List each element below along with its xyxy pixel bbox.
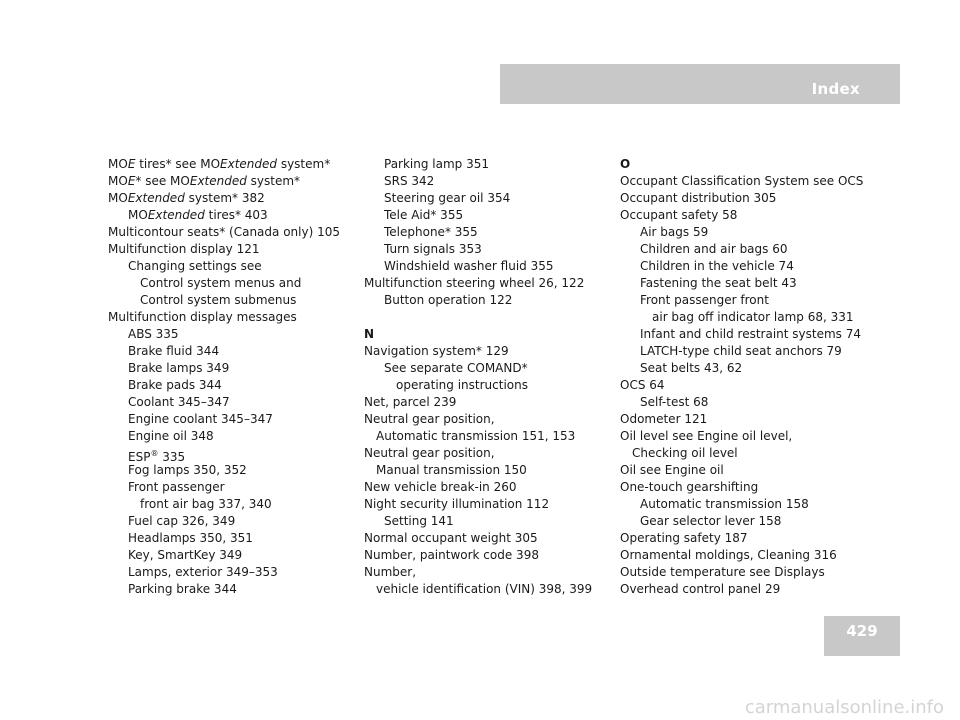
index-subentry [108,258,358,275]
entry-text: Brake fluid 344 [128,344,220,358]
index-subentry [108,445,358,462]
index-entry [364,343,614,360]
index-column-2 [364,156,614,598]
index-subentry [364,241,614,258]
entry-text: Engine oil 348 [128,429,214,443]
entry-text: Changing settings see [128,259,262,273]
section-title: Index [811,80,860,98]
entry-text: Automatic transmission 151, 153 [376,429,576,443]
entry-text: Engine coolant 345–347 [128,412,273,426]
index-entry [364,547,614,564]
entry-text: Fog lamps 350, 352 [128,463,247,477]
index-entry [620,411,880,428]
index-subentry [364,360,614,377]
index-subentry [364,156,614,173]
entry-text: system* [277,157,331,171]
index-entry [364,445,614,462]
entry-text: system* 382 [184,191,265,205]
index-subentry [364,513,614,530]
entry-text: Gear selector lever 158 [640,514,782,528]
entry-text: E [127,174,136,188]
entry-text: 335 [158,450,186,464]
entry-text: Odometer 121 [620,412,708,426]
index-subentry [620,513,880,530]
index-subentry [620,292,880,309]
entry-text: MO [108,157,128,171]
entry-text: Lamps, exterior 349–353 [128,565,278,579]
entry-text: Outside temperature see Displays [620,565,825,579]
index-subentry [620,394,880,411]
index-subentry [364,462,614,479]
index-entry [620,547,880,564]
index-subentry [620,343,880,360]
entry-text: Neutral gear position, [364,446,495,460]
entry-text: Coolant 345–347 [128,395,230,409]
entry-text: Neutral gear position, [364,412,495,426]
entry-text: Steering gear oil 354 [384,191,511,205]
entry-text: Setting 141 [384,514,454,528]
entry-text: Multifunction steering wheel 26, 122 [364,276,585,290]
index-subentry [620,241,880,258]
index-entry [108,241,358,258]
entry-text: Tele Aid* 355 [384,208,464,222]
entry-text: Normal occupant weight 305 [364,531,538,545]
watermark: carmanualsonline.info [744,697,944,718]
index-entry [620,173,880,190]
entry-text: One-touch gearshifting [620,480,759,494]
entry-text: Occupant Classification System see OCS [620,174,864,188]
index-subentry [108,343,358,360]
entry-text: MO [108,191,128,205]
index-subentry [620,258,880,275]
index-subentry [364,190,614,207]
entry-text: SRS 342 [384,174,435,188]
index-subentry [108,513,358,530]
entry-text: vehicle identification (VIN) 398, 399 [376,582,593,596]
page-number: 429 [846,622,878,640]
entry-text: Oil level see Engine oil level, [620,429,793,443]
entry-text: Children in the vehicle 74 [640,259,794,273]
entry-text: Parking brake 344 [128,582,237,596]
entry-text: New vehicle break-in 260 [364,480,517,494]
index-column-1 [108,156,358,598]
entry-text: Checking oil level [632,446,738,460]
index-subentry [108,462,358,479]
index-entry [108,309,358,326]
entry-text: LATCH-type child seat anchors 79 [640,344,842,358]
index-subentry [620,224,880,241]
entry-text: Extended [189,174,247,188]
entry-text: Children and air bags 60 [640,242,788,256]
index-entry [364,530,614,547]
index-entry [108,156,358,173]
entry-text: Operating safety 187 [620,531,748,545]
entry-text: Number, [364,565,417,579]
entry-text: Button operation 122 [384,293,513,307]
index-entry [364,479,614,496]
entry-text: Control system submenus [140,293,297,307]
entry-text: N [364,327,375,341]
entry-text: Manual transmission 150 [376,463,527,477]
entry-text: Multifunction display 121 [108,242,260,256]
index-subentry [108,275,358,292]
entry-text: Infant and child restraint systems 74 [640,327,862,341]
entry-text: Seat belts 43, 62 [640,361,743,375]
entry-text: Turn signals 353 [384,242,482,256]
entry-text: MO [128,208,148,222]
entry-text: MO [108,174,128,188]
entry-text: Parking lamp 351 [384,157,490,171]
index-subentry [364,173,614,190]
index-subentry [108,428,358,445]
header-bar [500,64,900,104]
entry-text: ABS 335 [128,327,179,341]
index-entry [620,479,880,496]
index-subentry [108,581,358,598]
section-gap [364,309,614,326]
index-entry [620,207,880,224]
entry-text: Fastening the seat belt 43 [640,276,797,290]
index-subentry [620,445,880,462]
entry-text: Extended [220,157,278,171]
entry-text: Extended [127,191,185,205]
entry-text: Self-test 68 [640,395,709,409]
entry-text: system* [246,174,301,188]
index-subentry [364,258,614,275]
entry-text: Key, SmartKey 349 [128,548,243,562]
entry-text: See separate COMAND* [384,361,528,375]
index-entry [620,428,880,445]
index-subentry [620,309,880,326]
index-subentry [364,581,614,598]
index-subentry [108,326,358,343]
index-subentry [620,496,880,513]
index-subentry [108,411,358,428]
entry-text: ESP [128,450,151,464]
entry-text: tires* 403 [204,208,268,222]
index-subentry [108,360,358,377]
entry-text: Multifunction display messages [108,310,297,324]
index-entry [364,394,614,411]
entry-text: Front passenger [128,480,225,494]
entry-text: Headlamps 350, 351 [128,531,253,545]
index-subentry [364,292,614,309]
entry-text: tires* see MO [135,157,221,171]
index-entry [108,173,358,190]
index-subentry [108,292,358,309]
index-subentry [108,394,358,411]
index-subentry [108,530,358,547]
index-subentry [364,377,614,394]
page-number-box [824,616,900,656]
index-entry [108,224,358,241]
entry-text: air bag off indicator lamp 68, 331 [652,310,854,324]
entry-text: Brake pads 344 [128,378,222,392]
entry-text: Extended [147,208,205,222]
entry-text: front air bag 337, 340 [140,497,272,511]
entry-text: operating instructions [396,378,528,392]
entry-text: ® [150,449,159,458]
index-entry [620,190,880,207]
index-column-3 [620,156,880,598]
entry-text: Night security illumination 112 [364,497,550,511]
index-entry [364,411,614,428]
index-entry [620,564,880,581]
index-subentry [108,207,358,224]
entry-text: E [127,157,136,171]
entry-text: Ornamental moldings, Cleaning 316 [620,548,837,562]
index-subentry [364,207,614,224]
index-subentry [108,547,358,564]
index-entry [620,581,880,598]
entry-text: Control system menus and [140,276,302,290]
entry-text: Windshield washer fluid 355 [384,259,554,273]
entry-text: Number, paintwork code 398 [364,548,539,562]
entry-text: O [620,157,631,171]
index-entry [620,377,880,394]
entry-text: Navigation system* 129 [364,344,509,358]
entry-text: OCS 64 [620,378,665,392]
index-subentry [620,326,880,343]
index-subentry [108,479,358,496]
entry-text: Brake lamps 349 [128,361,230,375]
entry-text: Fuel cap 326, 349 [128,514,236,528]
index-subentry [364,428,614,445]
entry-text: Overhead control panel 29 [620,582,781,596]
entry-text: Air bags 59 [640,225,709,239]
index-section-letter [620,156,880,173]
index-subentry [620,275,880,292]
entry-text: Front passenger front [640,293,769,307]
index-section-letter [364,326,614,343]
index-entry [364,564,614,581]
entry-text: Net, parcel 239 [364,395,457,409]
index-entry [364,275,614,292]
entry-text: * see MO [135,174,190,188]
entry-text: Occupant distribution 305 [620,191,777,205]
entry-text: Occupant safety 58 [620,208,738,222]
index-subentry [108,564,358,581]
index-subentry [364,224,614,241]
entry-text: Automatic transmission 158 [640,497,809,511]
index-entry [108,190,358,207]
entry-text: Oil see Engine oil [620,463,724,477]
index-entry [620,530,880,547]
entry-text: Telephone* 355 [384,225,478,239]
index-entry [364,496,614,513]
index-subentry [108,377,358,394]
entry-text: Multicontour seats* (Canada only) 105 [108,225,340,239]
index-subentry [108,496,358,513]
index-entry [620,462,880,479]
index-subentry [620,360,880,377]
